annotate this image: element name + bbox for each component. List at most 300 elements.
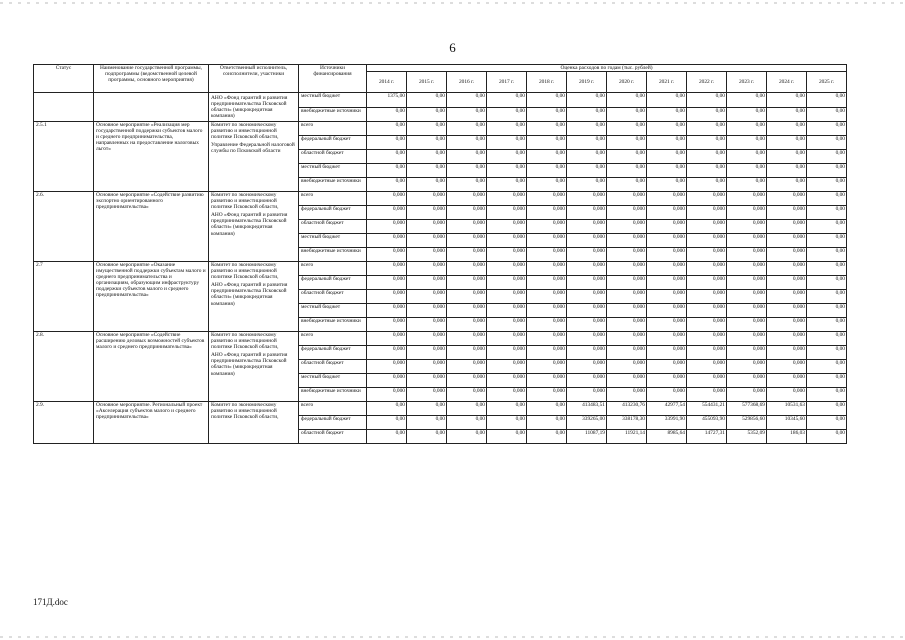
cell-amount: 0,000 xyxy=(687,262,727,276)
cell-amount: 0,00 xyxy=(687,107,727,122)
cell-amount: 0,00 xyxy=(727,178,767,192)
cell-amount: 0,00 xyxy=(807,276,847,290)
cell-amount: 0,000 xyxy=(647,220,687,234)
header-year: 2024 г. xyxy=(767,72,807,93)
cell-amount: 0,000 xyxy=(527,332,567,346)
cell-amount: 0,00 xyxy=(807,192,847,206)
cell-amount: 0,00 xyxy=(807,374,847,388)
cell-amount: 0,000 xyxy=(367,388,407,402)
cell-amount: 0,00 xyxy=(407,402,447,416)
cell-amount: 0,000 xyxy=(447,346,487,360)
cell-amount: 42977,54 xyxy=(647,402,687,416)
cell-amount: 413230,76 xyxy=(607,402,647,416)
cell-amount: 0,00 xyxy=(807,430,847,444)
cell-funding-source: всего xyxy=(299,122,367,136)
cell-amount: 0,00 xyxy=(407,107,447,122)
executor-text: Комитет по экономическому развитию и инвестиционной политике Псковской области, xyxy=(211,192,279,211)
cell-amount: 0,00 xyxy=(487,402,527,416)
cell-amount: 0,00 xyxy=(807,416,847,430)
cell-amount: 0,000 xyxy=(727,318,767,332)
cell-amount: 0,000 xyxy=(367,192,407,206)
cell-amount: 0,00 xyxy=(807,262,847,276)
cell-funding-source: областной бюджет xyxy=(299,220,367,234)
budget-table xyxy=(33,64,847,444)
cell-amount: 455093,90 xyxy=(687,416,727,430)
cell-amount: 0,00 xyxy=(527,150,567,164)
cell-measure-name xyxy=(94,93,209,122)
cell-amount: 0,000 xyxy=(487,276,527,290)
cell-amount: 0,000 xyxy=(567,262,607,276)
cell-amount: 0,00 xyxy=(807,164,847,178)
header-name: Наименование государственной программы, подпрограммы (ведомственной целевой программы, основного мероприятия) xyxy=(94,65,209,93)
cell-amount: 0,000 xyxy=(567,220,607,234)
cell-amount: 0,00 xyxy=(527,430,567,444)
cell-funding-source: внебюджетные источники xyxy=(299,178,367,192)
cell-funding-source: местный бюджет xyxy=(299,304,367,318)
cell-amount: 0,000 xyxy=(407,276,447,290)
executor-text: Комитет по экономическому развитию и инвестиционной политике Псковской области, xyxy=(211,122,279,141)
cell-amount: 577368,69 xyxy=(727,402,767,416)
cell-amount: 0,00 xyxy=(367,416,407,430)
cell-amount: 0,000 xyxy=(687,248,727,262)
cell-amount: 0,000 xyxy=(527,206,567,220)
cell-amount: 0,000 xyxy=(607,360,647,374)
cell-amount: 0,00 xyxy=(727,122,767,136)
cell-amount: 0,00 xyxy=(447,402,487,416)
cell-amount: 0,000 xyxy=(607,206,647,220)
cell-funding-source: федеральный бюджет xyxy=(299,346,367,360)
cell-amount: 0,000 xyxy=(367,318,407,332)
cell-amount: 0,000 xyxy=(727,360,767,374)
cell-funding-source: областной бюджет xyxy=(299,290,367,304)
header-year: 2019 г. xyxy=(567,72,607,93)
cell-amount: 0,000 xyxy=(767,248,807,262)
cell-amount: 0,00 xyxy=(487,430,527,444)
cell-amount: 0,000 xyxy=(367,276,407,290)
cell-amount: 0,00 xyxy=(807,107,847,122)
cell-funding-source: всего xyxy=(299,262,367,276)
executor-text: Управление Федеральной налоговой службы по Псковской области xyxy=(211,142,295,155)
cell-amount: 0,00 xyxy=(407,93,447,108)
cell-amount: 0,00 xyxy=(607,178,647,192)
header-year: 2014 г. xyxy=(367,72,407,93)
cell-amount: 0,000 xyxy=(727,332,767,346)
scan-edge-top xyxy=(0,2,905,4)
header-year: 2022 г. xyxy=(687,72,727,93)
cell-amount: 0,00 xyxy=(607,150,647,164)
cell-amount: 0,00 xyxy=(727,93,767,108)
cell-amount: 0,00 xyxy=(687,164,727,178)
cell-amount: 0,00 xyxy=(487,122,527,136)
cell-amount: 0,00 xyxy=(487,178,527,192)
cell-amount: 0,000 xyxy=(647,234,687,248)
cell-amount: 0,00 xyxy=(447,93,487,108)
cell-amount: 0,000 xyxy=(447,248,487,262)
cell-amount: 0,00 xyxy=(807,318,847,332)
cell-amount: 0,000 xyxy=(567,346,607,360)
executor-text: Комитет по экономическому развитию и инвестиционной политике Псковской области, xyxy=(211,402,279,421)
cell-amount: 0,000 xyxy=(767,234,807,248)
cell-amount: 0,000 xyxy=(407,234,447,248)
cell-amount: 0,000 xyxy=(647,248,687,262)
cell-amount: 0,000 xyxy=(367,234,407,248)
cell-amount: 0,00 xyxy=(407,136,447,150)
cell-amount: 0,00 xyxy=(487,107,527,122)
cell-status: 2.8. xyxy=(34,332,94,402)
scan-edge-bottom xyxy=(0,636,905,638)
cell-amount: 554431,21 xyxy=(687,402,727,416)
cell-amount: 0,000 xyxy=(527,360,567,374)
cell-amount: 0,000 xyxy=(367,248,407,262)
cell-amount: 0,000 xyxy=(487,388,527,402)
cell-amount: 0,000 xyxy=(767,332,807,346)
cell-amount: 0,000 xyxy=(647,360,687,374)
cell-amount: 0,00 xyxy=(647,107,687,122)
cell-amount: 0,00 xyxy=(767,178,807,192)
cell-amount: 0,00 xyxy=(767,122,807,136)
cell-amount: 0,00 xyxy=(527,164,567,178)
cell-amount: 0,000 xyxy=(527,220,567,234)
executor-text: АНО «Фонд гарантий и развития предпринимательства Псковской области» (микрокредитная компания) xyxy=(211,352,288,377)
cell-funding-source: местный бюджет xyxy=(299,234,367,248)
cell-amount: 0,000 xyxy=(407,290,447,304)
cell-amount: 0,000 xyxy=(487,346,527,360)
cell-amount: 0,000 xyxy=(407,192,447,206)
cell-amount: 0,00 xyxy=(407,164,447,178)
cell-amount: 0,000 xyxy=(487,290,527,304)
cell-amount: 0,000 xyxy=(767,318,807,332)
cell-amount: 0,000 xyxy=(487,248,527,262)
cell-amount: 0,00 xyxy=(447,178,487,192)
cell-amount: 0,00 xyxy=(607,93,647,108)
cell-amount: 0,000 xyxy=(607,276,647,290)
cell-amount: 0,000 xyxy=(367,220,407,234)
cell-amount: 0,00 xyxy=(447,416,487,430)
table-row xyxy=(34,93,847,108)
cell-amount: 0,000 xyxy=(567,332,607,346)
cell-amount: 0,00 xyxy=(687,93,727,108)
cell-amount: 0,000 xyxy=(527,290,567,304)
cell-amount: 0,000 xyxy=(687,318,727,332)
cell-funding-source: федеральный бюджет xyxy=(299,276,367,290)
cell-amount: 0,000 xyxy=(767,206,807,220)
cell-amount: 0,00 xyxy=(647,122,687,136)
cell-amount: 0,000 xyxy=(727,290,767,304)
table-body xyxy=(34,93,847,444)
header-estimate: Оценка расходов по годам (тыс. рублей) xyxy=(367,65,847,72)
cell-amount: 0,000 xyxy=(647,262,687,276)
cell-funding-source: всего xyxy=(299,192,367,206)
cell-amount: 0,000 xyxy=(527,234,567,248)
cell-amount: 1375,00 xyxy=(367,93,407,108)
cell-executors xyxy=(209,93,299,122)
cell-amount: 0,00 xyxy=(607,107,647,122)
cell-amount: 0,000 xyxy=(607,290,647,304)
table-row xyxy=(34,192,847,206)
cell-amount: 0,000 xyxy=(607,318,647,332)
cell-amount: 11087,19 xyxy=(567,430,607,444)
cell-amount: 0,000 xyxy=(527,192,567,206)
cell-amount: 0,00 xyxy=(807,402,847,416)
cell-amount: 0,00 xyxy=(647,164,687,178)
header-source: Источники финансирования xyxy=(299,65,367,93)
cell-amount: 0,000 xyxy=(567,276,607,290)
cell-amount: 0,000 xyxy=(447,304,487,318)
cell-amount: 0,000 xyxy=(367,346,407,360)
cell-amount: 0,000 xyxy=(367,360,407,374)
cell-amount: 0,000 xyxy=(367,206,407,220)
cell-funding-source: внебюджетные источники xyxy=(299,388,367,402)
cell-amount: 0,00 xyxy=(527,416,567,430)
cell-amount: 0,000 xyxy=(487,374,527,388)
cell-amount: 0,00 xyxy=(527,136,567,150)
cell-funding-source: местный бюджет xyxy=(299,93,367,108)
cell-amount: 10531,63 xyxy=(767,402,807,416)
cell-amount: 0,000 xyxy=(487,332,527,346)
cell-amount: 0,000 xyxy=(607,374,647,388)
cell-amount: 0,000 xyxy=(567,234,607,248)
cell-amount: 0,00 xyxy=(527,402,567,416)
cell-amount: 0,000 xyxy=(687,276,727,290)
header-executor: Ответственный исполнитель, соисполнители, участники xyxy=(209,65,299,93)
cell-amount: 0,000 xyxy=(567,304,607,318)
cell-amount: 0,000 xyxy=(407,374,447,388)
cell-amount: 0,00 xyxy=(407,122,447,136)
cell-amount: 0,000 xyxy=(407,346,447,360)
cell-amount: 0,00 xyxy=(767,150,807,164)
cell-amount: 0,000 xyxy=(407,262,447,276)
executor-text: АНО «Фонд гарантий и развития предпринимательства Псковской области» (микрокредитная компания) xyxy=(211,212,288,237)
cell-amount: 0,000 xyxy=(687,220,727,234)
cell-amount: 0,000 xyxy=(407,248,447,262)
header-year: 2016 г. xyxy=(447,72,487,93)
cell-amount: 0,00 xyxy=(487,150,527,164)
cell-amount: 0,00 xyxy=(447,122,487,136)
cell-amount: 0,000 xyxy=(687,304,727,318)
cell-amount: 338178,30 xyxy=(607,416,647,430)
cell-amount: 413483,51 xyxy=(567,402,607,416)
cell-amount: 0,000 xyxy=(407,220,447,234)
cell-amount: 0,00 xyxy=(367,122,407,136)
cell-amount: 0,000 xyxy=(527,346,567,360)
cell-amount: 0,000 xyxy=(567,206,607,220)
cell-amount: 0,00 xyxy=(767,107,807,122)
cell-amount: 0,000 xyxy=(567,388,607,402)
cell-amount: 0,000 xyxy=(727,304,767,318)
cell-amount: 0,000 xyxy=(487,304,527,318)
cell-funding-source: областной бюджет xyxy=(299,150,367,164)
cell-amount: 0,00 xyxy=(687,178,727,192)
cell-funding-source: всего xyxy=(299,332,367,346)
cell-amount: 0,00 xyxy=(687,136,727,150)
cell-amount: 186,03 xyxy=(767,430,807,444)
cell-amount: 0,000 xyxy=(367,332,407,346)
cell-amount: 0,000 xyxy=(487,192,527,206)
cell-amount: 0,000 xyxy=(647,346,687,360)
cell-amount: 0,00 xyxy=(807,178,847,192)
cell-amount: 0,000 xyxy=(447,332,487,346)
cell-status: 2.7 xyxy=(34,262,94,332)
cell-amount: 0,00 xyxy=(367,178,407,192)
cell-amount: 0,00 xyxy=(567,164,607,178)
cell-amount: 0,00 xyxy=(807,248,847,262)
cell-funding-source: федеральный бюджет xyxy=(299,206,367,220)
cell-status: 2.6. xyxy=(34,192,94,262)
cell-amount: 0,00 xyxy=(407,430,447,444)
executor-text: АНО «Фонд гарантий и развития предпринимательства Псковской области» (микрокредитная компания) xyxy=(211,95,288,120)
cell-amount: 0,00 xyxy=(647,93,687,108)
cell-amount: 0,00 xyxy=(527,178,567,192)
cell-amount: 0,00 xyxy=(647,178,687,192)
cell-measure-name: Основное мероприятие «Реализация мер государственной поддержки субъектов малого и среднего предпринимательства, направленных на предоставление налоговых льгот» xyxy=(94,122,209,192)
cell-amount: 0,000 xyxy=(607,234,647,248)
cell-amount: 0,00 xyxy=(807,220,847,234)
cell-funding-source: областной бюджет xyxy=(299,360,367,374)
cell-amount: 14727,31 xyxy=(687,430,727,444)
cell-amount: 0,000 xyxy=(367,290,407,304)
cell-amount: 0,000 xyxy=(447,220,487,234)
header-year: 2015 г. xyxy=(407,72,447,93)
cell-amount: 0,000 xyxy=(607,262,647,276)
cell-funding-source: внебюджетные источники xyxy=(299,248,367,262)
cell-funding-source: федеральный бюджет xyxy=(299,136,367,150)
header-year: 2023 г. xyxy=(727,72,767,93)
cell-amount: 0,000 xyxy=(647,388,687,402)
cell-amount: 0,00 xyxy=(767,136,807,150)
table-row xyxy=(34,262,847,276)
cell-amount: 0,000 xyxy=(407,388,447,402)
cell-amount: 0,000 xyxy=(767,374,807,388)
cell-amount: 0,00 xyxy=(487,93,527,108)
cell-amount: 0,000 xyxy=(487,206,527,220)
cell-amount: 33991,90 xyxy=(647,416,687,430)
cell-amount: 0,00 xyxy=(767,164,807,178)
cell-amount: 0,000 xyxy=(647,304,687,318)
cell-amount: 0,00 xyxy=(807,206,847,220)
cell-amount: 0,000 xyxy=(607,192,647,206)
cell-executors xyxy=(209,402,299,444)
cell-amount: 0,000 xyxy=(767,220,807,234)
header-year: 2021 г. xyxy=(647,72,687,93)
cell-amount: 0,00 xyxy=(607,136,647,150)
cell-amount: 0,000 xyxy=(527,318,567,332)
cell-amount: 0,000 xyxy=(567,290,607,304)
cell-amount: 0,000 xyxy=(687,374,727,388)
cell-amount: 0,000 xyxy=(607,346,647,360)
header-row-top xyxy=(34,65,847,72)
cell-amount: 0,00 xyxy=(727,136,767,150)
cell-amount: 529856,60 xyxy=(727,416,767,430)
cell-status xyxy=(34,93,94,122)
cell-amount: 0,000 xyxy=(607,220,647,234)
cell-amount: 0,00 xyxy=(487,164,527,178)
cell-amount: 8985,64 xyxy=(647,430,687,444)
cell-measure-name: Основное мероприятие. Региональный проект «Акселерация субъектов малого и среднего предпринимательства» xyxy=(94,402,209,444)
cell-amount: 0,000 xyxy=(727,276,767,290)
cell-amount: 0,00 xyxy=(447,430,487,444)
cell-amount: 0,000 xyxy=(767,388,807,402)
cell-amount: 0,00 xyxy=(567,122,607,136)
cell-amount: 0,000 xyxy=(447,318,487,332)
cell-amount: 10345,60 xyxy=(767,416,807,430)
cell-amount: 0,00 xyxy=(807,388,847,402)
cell-amount: 0,000 xyxy=(407,318,447,332)
cell-amount: 0,000 xyxy=(767,192,807,206)
cell-amount: 0,000 xyxy=(647,318,687,332)
cell-amount: 0,000 xyxy=(727,388,767,402)
cell-amount: 0,00 xyxy=(807,304,847,318)
cell-amount: 0,000 xyxy=(407,304,447,318)
cell-amount: 0,00 xyxy=(447,136,487,150)
cell-amount: 0,000 xyxy=(687,360,727,374)
cell-amount: 0,000 xyxy=(647,290,687,304)
cell-amount: 0,000 xyxy=(767,276,807,290)
cell-amount: 0,00 xyxy=(807,346,847,360)
cell-amount: 0,000 xyxy=(727,234,767,248)
cell-amount: 0,000 xyxy=(727,346,767,360)
cell-amount: 0,000 xyxy=(767,304,807,318)
cell-amount: 0,00 xyxy=(727,150,767,164)
cell-amount: 0,00 xyxy=(807,122,847,136)
cell-amount: 0,00 xyxy=(607,122,647,136)
cell-funding-source: внебюджетные источники xyxy=(299,318,367,332)
cell-funding-source: местный бюджет xyxy=(299,164,367,178)
cell-amount: 0,00 xyxy=(807,234,847,248)
cell-amount: 0,00 xyxy=(447,107,487,122)
cell-amount: 0,00 xyxy=(527,93,567,108)
cell-amount: 0,000 xyxy=(407,206,447,220)
cell-amount: 0,00 xyxy=(567,93,607,108)
page-number: 6 xyxy=(449,40,456,55)
executor-text: АНО «Фонд гарантий и развития предпринимательства Псковской области» (микрокредитная компания) xyxy=(211,282,288,307)
cell-amount: 0,000 xyxy=(647,374,687,388)
cell-amount: 0,000 xyxy=(767,290,807,304)
cell-measure-name: Основное мероприятие «Оказание имущественной поддержки субъектам малого и среднего предпринимательства и организациям, образующим инфраструктуру поддержки субъектов малого и среднего предпринимательства» xyxy=(94,262,209,332)
cell-amount: 0,00 xyxy=(567,150,607,164)
cell-amount: 0,000 xyxy=(447,360,487,374)
cell-amount: 5352,09 xyxy=(727,430,767,444)
header-status: Статус xyxy=(34,65,94,93)
cell-amount: 0,00 xyxy=(487,416,527,430)
cell-funding-source: областной бюджет xyxy=(299,430,367,444)
cell-amount: 0,000 xyxy=(647,206,687,220)
executor-text: Комитет по экономическому развитию и инвестиционной политике Псковской области, xyxy=(211,332,279,351)
cell-amount: 0,000 xyxy=(647,332,687,346)
cell-amount: 0,000 xyxy=(567,374,607,388)
table-row xyxy=(34,332,847,346)
header-year: 2020 г. xyxy=(607,72,647,93)
cell-amount: 0,000 xyxy=(687,290,727,304)
cell-amount: 0,00 xyxy=(407,178,447,192)
cell-amount: 0,000 xyxy=(727,262,767,276)
cell-amount: 0,00 xyxy=(647,150,687,164)
cell-status: 2.9. xyxy=(34,402,94,444)
cell-amount: 0,00 xyxy=(767,93,807,108)
cell-amount: 11921,14 xyxy=(607,430,647,444)
cell-amount: 0,00 xyxy=(727,107,767,122)
cell-amount: 0,000 xyxy=(487,360,527,374)
cell-amount: 0,00 xyxy=(647,136,687,150)
cell-amount: 0,00 xyxy=(807,150,847,164)
cell-amount: 0,000 xyxy=(567,192,607,206)
cell-measure-name: Основное мероприятие «Содействие расширению деловых возможностей субъектов малого и среднего предпринимательства» xyxy=(94,332,209,402)
cell-amount: 0,00 xyxy=(447,164,487,178)
header-year: 2025 г. xyxy=(807,72,847,93)
cell-amount: 0,00 xyxy=(607,164,647,178)
cell-amount: 0,000 xyxy=(527,388,567,402)
cell-amount: 0,00 xyxy=(807,93,847,108)
cell-amount: 0,000 xyxy=(447,234,487,248)
